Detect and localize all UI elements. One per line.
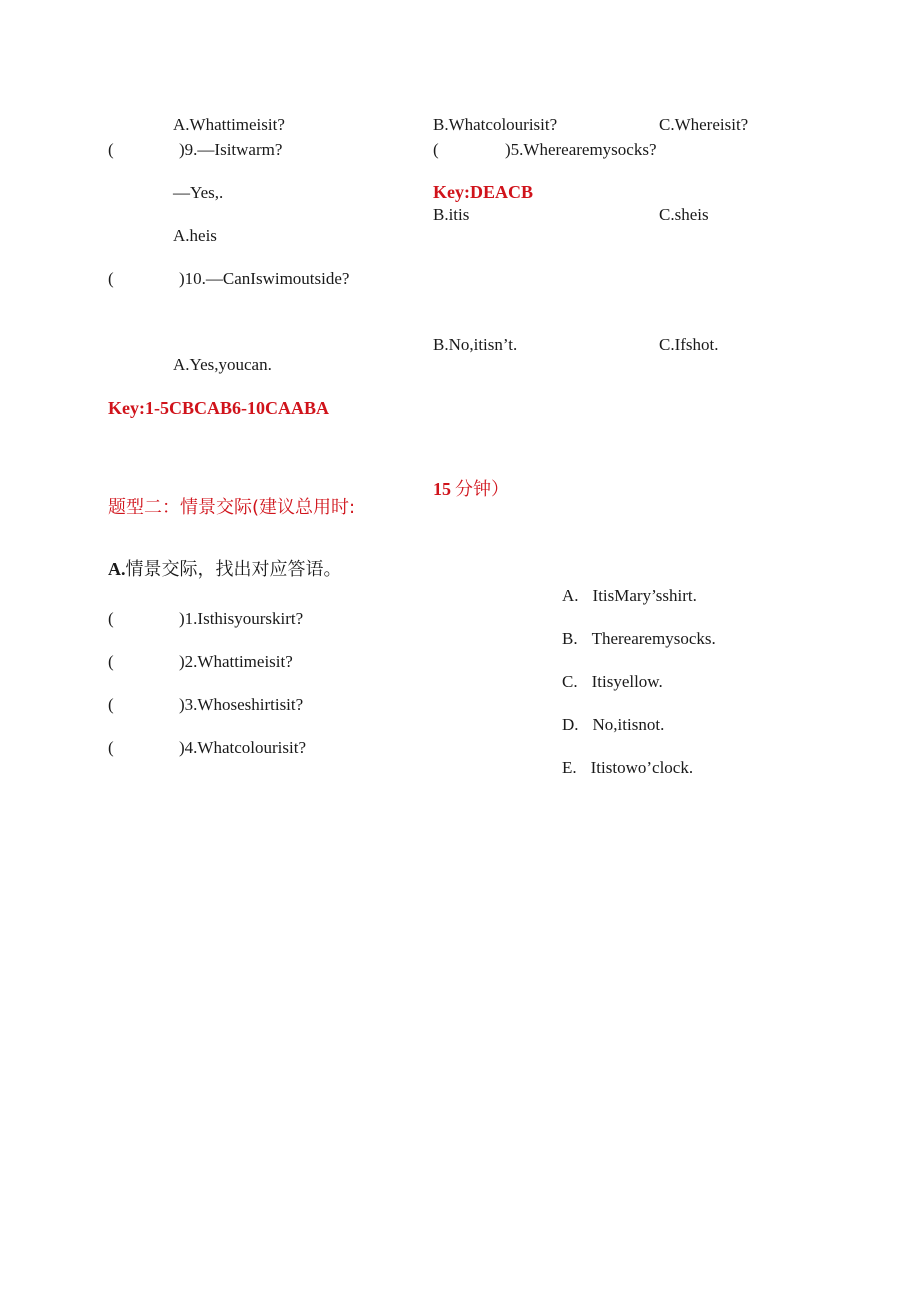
answer-text: Therearemysocks. xyxy=(591,629,716,648)
part-a-q1-paren: ( xyxy=(108,609,114,628)
part-a-title: 情景交际，找出对应答语。 xyxy=(125,559,342,580)
q9-reply: —Yes,. xyxy=(173,183,224,202)
q10-option-b: B.No,itisn’t. xyxy=(433,335,518,354)
q5-answer-paren-open: ( xyxy=(433,140,439,159)
part-a-q2-paren: ( xyxy=(108,652,114,671)
answer-text: No,itisnot. xyxy=(592,715,665,734)
q9-option-c: C.sheis xyxy=(659,205,709,224)
part-a-q4-paren: ( xyxy=(108,738,114,757)
section-time-unit: 分钟） xyxy=(455,479,509,500)
q8-option-c: C.Whereisit? xyxy=(659,115,749,134)
q10-option-c: C.Ifshot. xyxy=(659,335,719,354)
answer-text: Itisyellow. xyxy=(591,672,663,691)
q8-option-b: B.Whatcolourisit? xyxy=(433,115,558,134)
answer-key-section-a: Key:1-5CBCAB6-10CAABA xyxy=(108,398,329,418)
part-a-answer-e xyxy=(562,759,693,776)
part-a-answer-b xyxy=(562,630,716,647)
part-a-q3: )3.Whoseshirtisit? xyxy=(179,695,304,714)
part-a-label: A. xyxy=(108,559,126,579)
part-a-q3-paren: ( xyxy=(108,695,114,714)
section-time-number: 15 xyxy=(433,479,451,499)
answer-letter: E. xyxy=(562,758,577,777)
q9-question: )9.—Isitwarm? xyxy=(179,140,283,159)
part-a-q1: )1.Isthisyourskirt? xyxy=(179,609,304,628)
part-a-answer-c xyxy=(562,673,663,690)
q5-question: )5.Wherearemysocks? xyxy=(505,140,657,159)
q9-option-a: A.heis xyxy=(173,226,217,245)
section-time xyxy=(433,480,509,499)
answer-letter: A. xyxy=(562,586,579,605)
answer-letter: C. xyxy=(562,672,578,691)
q10-question: )10.—CanIswimoutside? xyxy=(179,269,350,288)
answer-text: Itistowo’clock. xyxy=(590,758,694,777)
q9-answer-paren-open: ( xyxy=(108,140,114,159)
part-a-answer-d xyxy=(562,716,664,733)
part-a-heading xyxy=(108,560,342,579)
part-a-q4: )4.Whatcolourisit? xyxy=(179,738,306,757)
q10-answer-paren-open: ( xyxy=(108,269,114,288)
answer-key-section-b: Key:DEACB xyxy=(433,182,533,202)
section-title: 题型二：情景交际(建议总用时: xyxy=(108,497,356,518)
answer-letter: B. xyxy=(562,629,578,648)
q8-option-a: A.Whattimeisit? xyxy=(173,115,285,134)
q10-option-a: A.Yes,youcan. xyxy=(173,355,272,374)
answer-letter: D. xyxy=(562,715,579,734)
answer-text: ItisMary’sshirt. xyxy=(592,586,697,605)
q9-option-b: B.itis xyxy=(433,205,470,224)
part-a-answer-a xyxy=(562,587,697,604)
part-a-q2: )2.Whattimeisit? xyxy=(179,652,293,671)
